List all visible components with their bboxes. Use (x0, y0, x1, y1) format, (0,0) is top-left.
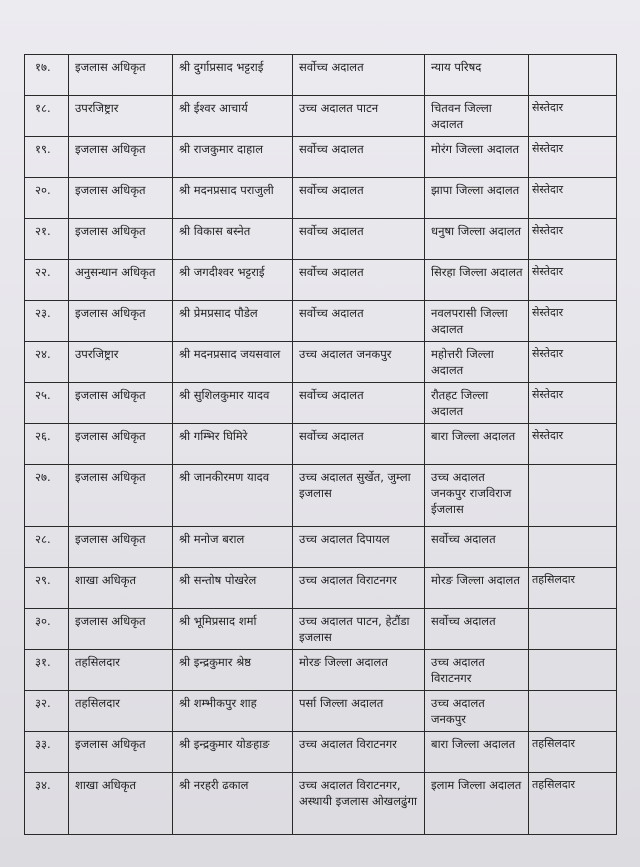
to-office-cell: उच्च अदालत विराटनगर (425, 650, 529, 691)
serial-number: ३३. (25, 732, 69, 773)
new-post-cell (529, 609, 617, 650)
table-row (25, 219, 617, 260)
table-row (25, 465, 617, 527)
name-cell: श्री नरहरी ढकाल (173, 773, 293, 835)
new-post-cell: सेस्तेदार (529, 260, 617, 301)
to-office-cell: मोरङ जिल्ला अदालत (425, 568, 529, 609)
new-post-cell (529, 465, 617, 527)
table-row (25, 178, 617, 219)
serial-number: ३४. (25, 773, 69, 835)
from-office-cell: उच्च अदालत विराटनगर (293, 568, 425, 609)
name-cell: श्री जानकीरमण यादव (173, 465, 293, 527)
serial-number: २५. (25, 383, 69, 424)
to-office-cell: सिरहा जिल्ला अदालत (425, 260, 529, 301)
serial-number: २३. (25, 301, 69, 342)
table-row (25, 609, 617, 650)
table-body (25, 55, 617, 835)
serial-number: २१. (25, 219, 69, 260)
position-cell: इजलास अधिकृत (69, 527, 173, 568)
serial-number: १७. (25, 55, 69, 96)
from-office-cell: सर्वोच्च अदालत (293, 137, 425, 178)
position-cell: शाखा अधिकृत (69, 568, 173, 609)
table-row (25, 383, 617, 424)
position-cell: तहसिलदार (69, 691, 173, 732)
name-cell: श्री मदनप्रसाद जयसवाल (173, 342, 293, 383)
serial-number: २२. (25, 260, 69, 301)
table-row (25, 527, 617, 568)
table-row (25, 773, 617, 835)
to-office-cell: महोत्तरी जिल्ला अदालत (425, 342, 529, 383)
table-row (25, 301, 617, 342)
from-office-cell: उच्च अदालत सुर्खेत, जुम्ला इजलास (293, 465, 425, 527)
name-cell: श्री जगदीश्वर भट्टराई (173, 260, 293, 301)
name-cell: श्री इन्द्रकुमार योङहाङ (173, 732, 293, 773)
name-cell: श्री सुशिलकुमार यादव (173, 383, 293, 424)
from-office-cell: उच्च अदालत पाटन, हेटौंडा इजलास (293, 609, 425, 650)
serial-number: २७. (25, 465, 69, 527)
to-office-cell: मोरंग जिल्ला अदालत (425, 137, 529, 178)
name-cell: श्री ईश्वर आचार्य (173, 96, 293, 137)
new-post-cell: सेस्तेदार (529, 301, 617, 342)
new-post-cell (529, 691, 617, 732)
position-cell: इजलास अधिकृत (69, 609, 173, 650)
serial-number: ३१. (25, 650, 69, 691)
position-cell: उपरजिष्ट्रार (69, 96, 173, 137)
new-post-cell: सेस्तेदार (529, 424, 617, 465)
to-office-cell: बारा जिल्ला अदालत (425, 732, 529, 773)
from-office-cell: सर्वोच्च अदालत (293, 178, 425, 219)
table-row (25, 96, 617, 137)
from-office-cell: सर्वोच्च अदालत (293, 260, 425, 301)
from-office-cell: सर्वोच्च अदालत (293, 55, 425, 96)
position-cell: इजलास अधिकृत (69, 178, 173, 219)
table-row (25, 260, 617, 301)
table-row (25, 424, 617, 465)
from-office-cell: उच्च अदालत जनकपुर (293, 342, 425, 383)
table-row (25, 568, 617, 609)
serial-number: २८. (25, 527, 69, 568)
from-office-cell: सर्वोच्च अदालत (293, 424, 425, 465)
to-office-cell: उच्च अदालत जनकपुर (425, 691, 529, 732)
to-office-cell: रौतहट जिल्ला अदालत (425, 383, 529, 424)
name-cell: श्री मदनप्रसाद पराजुली (173, 178, 293, 219)
new-post-cell: सेस्तेदार (529, 383, 617, 424)
name-cell: श्री दुर्गाप्रसाद भट्टराई (173, 55, 293, 96)
from-office-cell: उच्च अदालत पाटन (293, 96, 425, 137)
table-row (25, 342, 617, 383)
name-cell: श्री प्रेमप्रसाद पौडेल (173, 301, 293, 342)
new-post-cell (529, 55, 617, 96)
position-cell: उपरजिष्ट्रार (69, 342, 173, 383)
to-office-cell: न्याय परिषद (425, 55, 529, 96)
to-office-cell: सर्वोच्च अदालत (425, 527, 529, 568)
from-office-cell: पर्सा जिल्ला अदालत (293, 691, 425, 732)
serial-number: ३२. (25, 691, 69, 732)
to-office-cell: चितवन जिल्ला अदालत (425, 96, 529, 137)
name-cell: श्री विकास बस्नेत (173, 219, 293, 260)
table-row (25, 55, 617, 96)
name-cell: श्री गम्भिर घिमिरे (173, 424, 293, 465)
from-office-cell: मोरङ जिल्ला अदालत (293, 650, 425, 691)
position-cell: इजलास अधिकृत (69, 55, 173, 96)
position-cell: इजलास अधिकृत (69, 301, 173, 342)
serial-number: २०. (25, 178, 69, 219)
position-cell: तहसिलदार (69, 650, 173, 691)
new-post-cell: सेस्तेदार (529, 137, 617, 178)
to-office-cell: धनुषा जिल्ला अदालत (425, 219, 529, 260)
serial-number: २४. (25, 342, 69, 383)
table-row (25, 137, 617, 178)
position-cell: इजलास अधिकृत (69, 383, 173, 424)
serial-number: १९. (25, 137, 69, 178)
name-cell: श्री मनोज बराल (173, 527, 293, 568)
name-cell: श्री शम्भीकपुर शाह (173, 691, 293, 732)
name-cell: श्री सन्तोष पोखरेल (173, 568, 293, 609)
to-office-cell: नवलपरासी जिल्ला अदालत (425, 301, 529, 342)
table-row (25, 650, 617, 691)
to-office-cell: बारा जिल्ला अदालत (425, 424, 529, 465)
serial-number: २६. (25, 424, 69, 465)
serial-number: १८. (25, 96, 69, 137)
name-cell: श्री इन्द्रकुमार श्रेष्ठ (173, 650, 293, 691)
from-office-cell: सर्वोच्च अदालत (293, 301, 425, 342)
position-cell: इजलास अधिकृत (69, 424, 173, 465)
position-cell: इजलास अधिकृत (69, 732, 173, 773)
serial-number: ३०. (25, 609, 69, 650)
transfer-table (24, 54, 617, 835)
table-row (25, 732, 617, 773)
new-post-cell (529, 650, 617, 691)
to-office-cell: झापा जिल्ला अदालत (425, 178, 529, 219)
to-office-cell: उच्च अदालत जनकपुर राजविराज ईजलास (425, 465, 529, 527)
new-post-cell: सेस्तेदार (529, 219, 617, 260)
new-post-cell: तहसिलदार (529, 568, 617, 609)
from-office-cell: उच्च अदालत दिपायल (293, 527, 425, 568)
serial-number: २९. (25, 568, 69, 609)
position-cell: इजलास अधिकृत (69, 465, 173, 527)
new-post-cell (529, 527, 617, 568)
to-office-cell: इलाम जिल्ला अदालत (425, 773, 529, 835)
from-office-cell: उच्च अदालत विराटनगर, अस्थायी इजलास ओखलढुंगा (293, 773, 425, 835)
position-cell: शाखा अधिकृत (69, 773, 173, 835)
position-cell: इजलास अधिकृत (69, 137, 173, 178)
new-post-cell: सेस्तेदार (529, 342, 617, 383)
from-office-cell: उच्च अदालत विराटनगर (293, 732, 425, 773)
name-cell: श्री राजकुमार दाहाल (173, 137, 293, 178)
position-cell: इजलास अधिकृत (69, 219, 173, 260)
name-cell: श्री भूमिप्रसाद शर्मा (173, 609, 293, 650)
position-cell: अनुसन्धान अधिकृत (69, 260, 173, 301)
new-post-cell: तहसिलदार (529, 732, 617, 773)
new-post-cell: सेस्तेदार (529, 178, 617, 219)
from-office-cell: सर्वोच्च अदालत (293, 219, 425, 260)
new-post-cell: तहसिलदार (529, 773, 617, 835)
new-post-cell: सेस्तेदार (529, 96, 617, 137)
from-office-cell: सर्वोच्च अदालत (293, 383, 425, 424)
to-office-cell: सर्वोच्च अदालत (425, 609, 529, 650)
table-row (25, 691, 617, 732)
